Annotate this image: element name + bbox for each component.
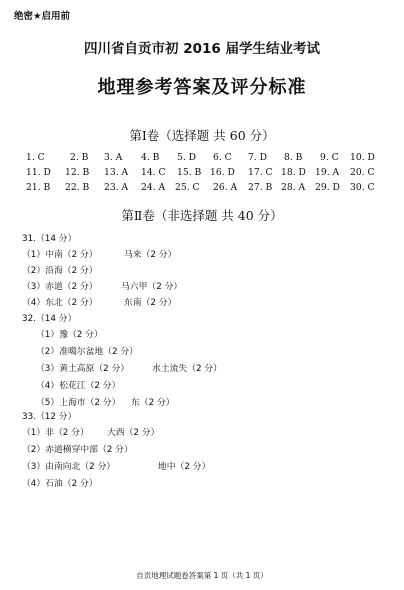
exam-title: 四川省自贡市初 2016 届学生结业考试	[84, 41, 320, 57]
answer-item: 17. C	[248, 167, 273, 178]
answer-line: （2）沿海（2 分）	[22, 266, 98, 276]
answer-item: 1. C	[26, 152, 45, 163]
answer-line: （3）由南向北（2 分）	[22, 462, 116, 472]
answer-line: 东南（2 分）	[124, 298, 177, 308]
answer-line: （4）松花江（2 分）	[36, 381, 121, 391]
answer-item: 13. A	[104, 167, 129, 178]
answer-item: 20. C	[350, 167, 375, 178]
answer-line: （2）赤道横穿中部（2 分）	[22, 445, 133, 455]
answer-line: （1）中南（2 分）	[22, 250, 98, 260]
page-footer: 自贡地理试题卷答案第 1 页（共 1 页）	[136, 571, 268, 580]
answer-item: 5. D	[177, 152, 197, 163]
answer-item: 7. D	[248, 152, 268, 163]
answer-item: 26. A	[213, 182, 238, 193]
answer-line: （3）黄土高原（2 分）	[36, 364, 130, 374]
answer-item: 16. D	[210, 167, 235, 178]
answer-item: 6. C	[213, 152, 232, 163]
answer-line: （4）东北（2 分）	[22, 298, 98, 308]
answer-line: 地中（2 分）	[158, 462, 211, 472]
answer-item: 24. A	[141, 182, 166, 193]
question-header: 33.（12 分）	[22, 412, 77, 422]
answer-line: （4）石油（2 分）	[22, 479, 98, 489]
answer-item: 21. B	[26, 182, 51, 193]
answer-line: （2）准噶尔盆地（2 分）	[36, 347, 138, 357]
answer-item: 28. A	[281, 182, 306, 193]
answer-item: 30. C	[350, 182, 375, 193]
answer-item: 4. B	[141, 152, 160, 163]
answer-item: 25. C	[175, 182, 200, 193]
answer-item: 10. D	[350, 152, 375, 163]
answer-item: 18. D	[281, 167, 306, 178]
answer-item: 11. D	[26, 167, 51, 178]
answer-item: 9. C	[320, 152, 339, 163]
answer-line: （1）豫（2 分）	[36, 330, 103, 340]
answer-line: 马六甲（2 分）	[121, 282, 183, 292]
answer-item: 29. D	[315, 182, 340, 193]
answer-item: 2. B	[70, 152, 89, 163]
question-header: 32.（14 分）	[22, 314, 77, 324]
answer-line: （5）上海市（2 分）	[36, 398, 121, 408]
answer-item: 15. B	[177, 167, 202, 178]
answer-line: 水土流失（2 分）	[152, 364, 222, 374]
answer-key-title: 地理参考答案及评分标准	[97, 77, 307, 98]
answer-item: 8. B	[284, 152, 303, 163]
section2-title: 第Ⅱ卷（非选择题 共 40 分）	[121, 208, 283, 223]
answer-item: 22. B	[65, 182, 90, 193]
answer-item: 27. B	[248, 182, 273, 193]
question-header: 31.（14 分）	[22, 234, 77, 244]
answer-line: 大西（2 分）	[107, 428, 160, 438]
answer-item: 23. A	[104, 182, 129, 193]
answer-line: （1）非（2 分）	[22, 428, 89, 438]
section1-title: 第Ⅰ卷（选择题 共 60 分）	[129, 128, 275, 143]
answer-line: 东（2 分）	[131, 398, 175, 408]
secret-label: 绝密★启用前	[14, 11, 71, 22]
answer-line: （3）赤道（2 分）	[22, 282, 98, 292]
answer-item: 3. A	[104, 152, 123, 163]
answer-line: 马来（2 分）	[124, 250, 177, 260]
answer-item: 19. A	[315, 167, 340, 178]
answer-item: 14. C	[141, 167, 166, 178]
answer-item: 12. B	[65, 167, 90, 178]
